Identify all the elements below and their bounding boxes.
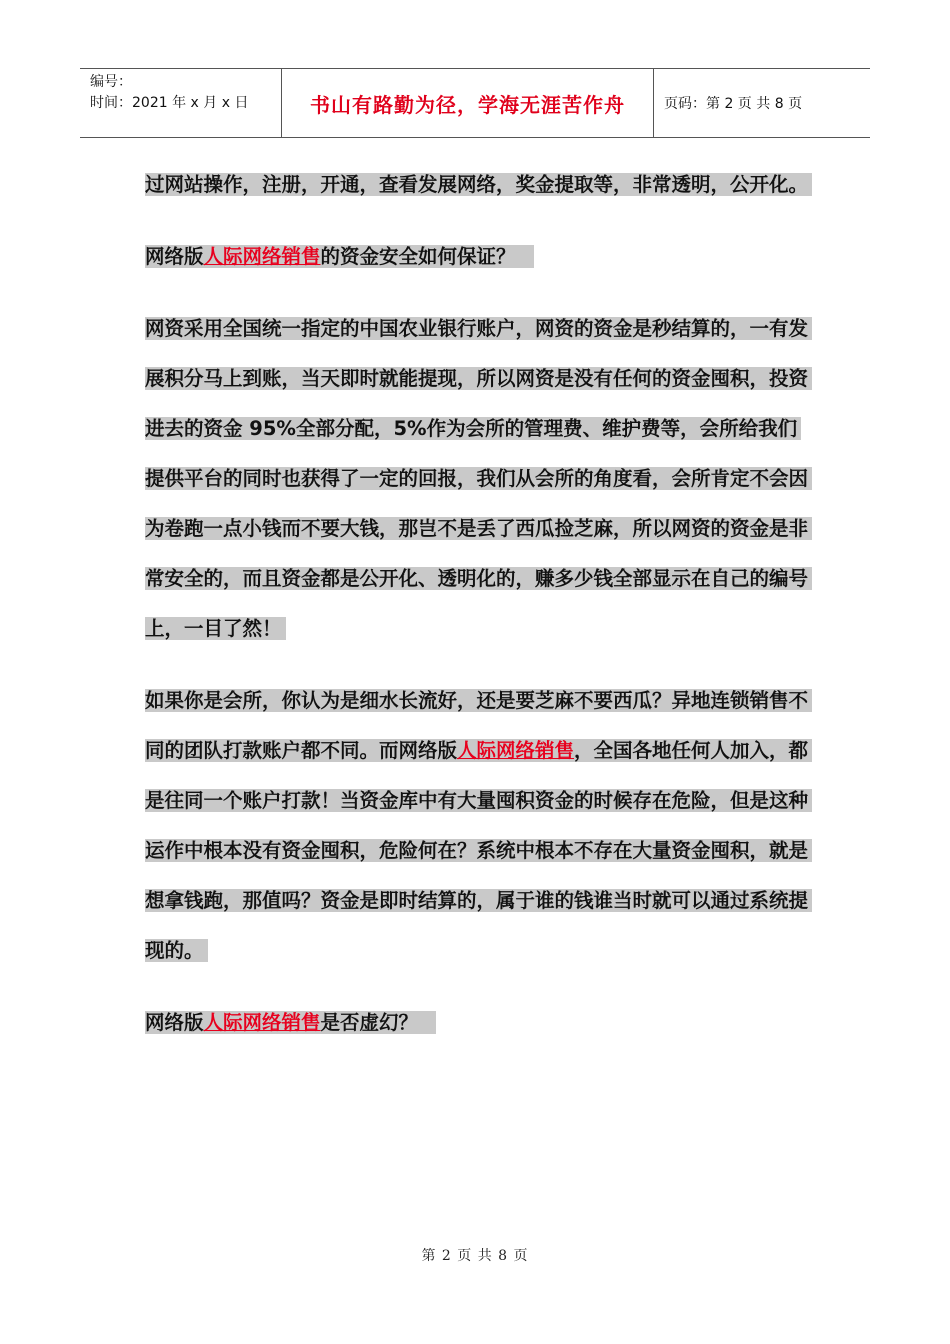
section-heading (145, 998, 815, 1048)
header-meta (80, 69, 282, 137)
page-header (80, 68, 870, 138)
page-info: 页码：第 2 页 共 8 页 (664, 96, 803, 112)
keyword-link[interactable]: 人际网络销售 (203, 245, 321, 268)
paragraph (145, 160, 815, 210)
text-run: ，全国各地任何人加入，都是往同一个账户打款！当资金库中有大量囤积资金的时候存在危险，但是这种运作中根本没有资金囤积，危险何在？系统中根本不存在大量资金囤积，就是想拿钱跑，那值吗？资金是即时结算的，属于谁的钱谁当时就可以通过系统提现的。 (145, 739, 809, 962)
highlighted-text (145, 1011, 436, 1034)
text-run: 是否虚幻？ (320, 1011, 419, 1034)
paragraph (145, 676, 815, 976)
text-run: 的资金安全如何保证？ (320, 245, 516, 268)
motto: 书山有路勤为径，学海无涯苦作舟 (310, 92, 625, 117)
header-motto-cell (282, 69, 654, 137)
section-heading (145, 232, 815, 282)
highlighted-text (145, 317, 812, 640)
time-label: 时间：2021 年 x 月 x 日 (90, 95, 249, 111)
highlighted-text (145, 689, 812, 962)
page-footer: 第 2 页 共 8 页 (421, 1248, 529, 1264)
text-run: 网络版 (145, 245, 204, 268)
highlighted-text (145, 173, 812, 196)
keyword-link[interactable]: 人际网络销售 (457, 739, 575, 762)
document-body (145, 160, 815, 1070)
text-run: 过网站操作，注册，开通，查看发展网络，奖金提取等，非常透明，公开化。 (145, 173, 809, 196)
text-run: 网资采用全国统一指定的中国农业银行账户，网资的资金是秒结算的，一有发展积分马上到账，当天即时就能提现，所以网资是没有任何的资金囤积，投资进去的资金 95%全部分配，5%作为会所的管理费、维护费等，会所给我们提供平台的同时也获得了一定的回报，我们从会所的角度看，会所肯定不会因为卷跑一点小钱而不要大钱，那岂不是丢了西瓜捡芝麻，所以网资的资金是非常安全的，而且资金都是公开化、透明化的，赚多少钱全部显示在自己的编号上，一目了然！ (145, 317, 809, 640)
highlighted-text (145, 245, 534, 268)
keyword-link[interactable]: 人际网络销售 (203, 1011, 321, 1034)
text-run: 如果你是会所，你认为是细水长流好，还是要芝麻不要西瓜？异地连锁销售不同的团队打款账户都不同。而网络版 (145, 689, 809, 762)
number-label: 编号： (90, 74, 132, 90)
paragraph (145, 304, 815, 654)
text-run: 网络版 (145, 1011, 204, 1034)
header-page-info-cell (654, 69, 870, 137)
